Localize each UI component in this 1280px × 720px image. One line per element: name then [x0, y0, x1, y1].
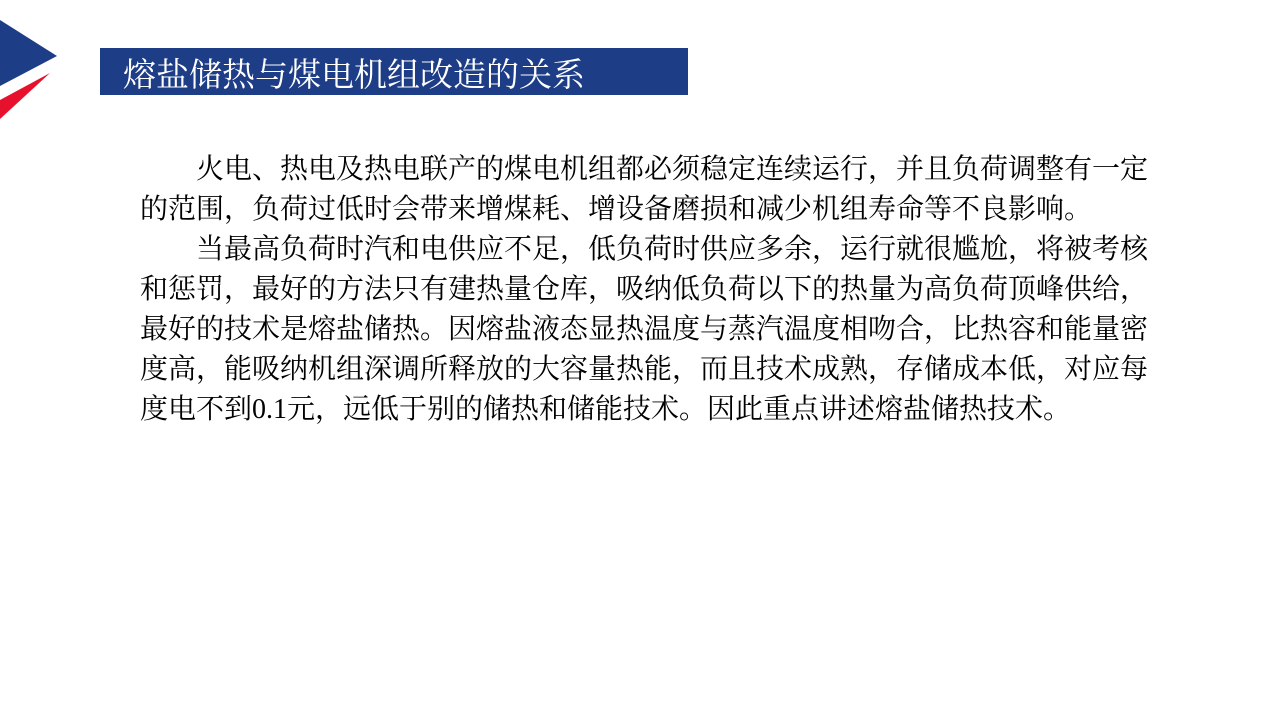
title-banner: [100, 48, 688, 95]
slide-title: 熔盐储热与煤电机组改造的关系: [123, 58, 585, 94]
paragraph-2: [140, 230, 1150, 430]
text-line: 和惩罚，最好的方法只有建热量仓库，吸纳低负荷以下的热量为高负荷顶峰供给，: [140, 274, 1149, 305]
corner-arrow-decoration: [0, 0, 90, 132]
text-line: 当最高负荷时汽和电供应不足，低负荷时供应多余，运行就很尴尬，将被考核: [140, 234, 1149, 265]
text-line: 度电不到0.1元，远低于别的储热和储能技术。因此重点讲述熔盐储热技术。: [140, 394, 1072, 425]
text-line: 度高，能吸纳机组深调所释放的大容量热能，而且技术成熟，存储成本低，对应每: [140, 354, 1149, 385]
text-line: 最好的技术是熔盐储热。因熔盐液态显热温度与蒸汽温度相吻合，比热容和能量密: [140, 314, 1149, 345]
blue-arrow-shape: [0, 20, 57, 86]
paragraph-1: [140, 150, 1150, 230]
text-line: 的范围，负荷过低时会带来增煤耗、增设备磨损和减少机组寿命等不良影响。: [140, 194, 1093, 225]
text-line: 火电、热电及热电联产的煤电机组都必须稳定连续运行，并且负荷调整有一定: [140, 154, 1149, 185]
body-text-block: [140, 150, 1150, 430]
